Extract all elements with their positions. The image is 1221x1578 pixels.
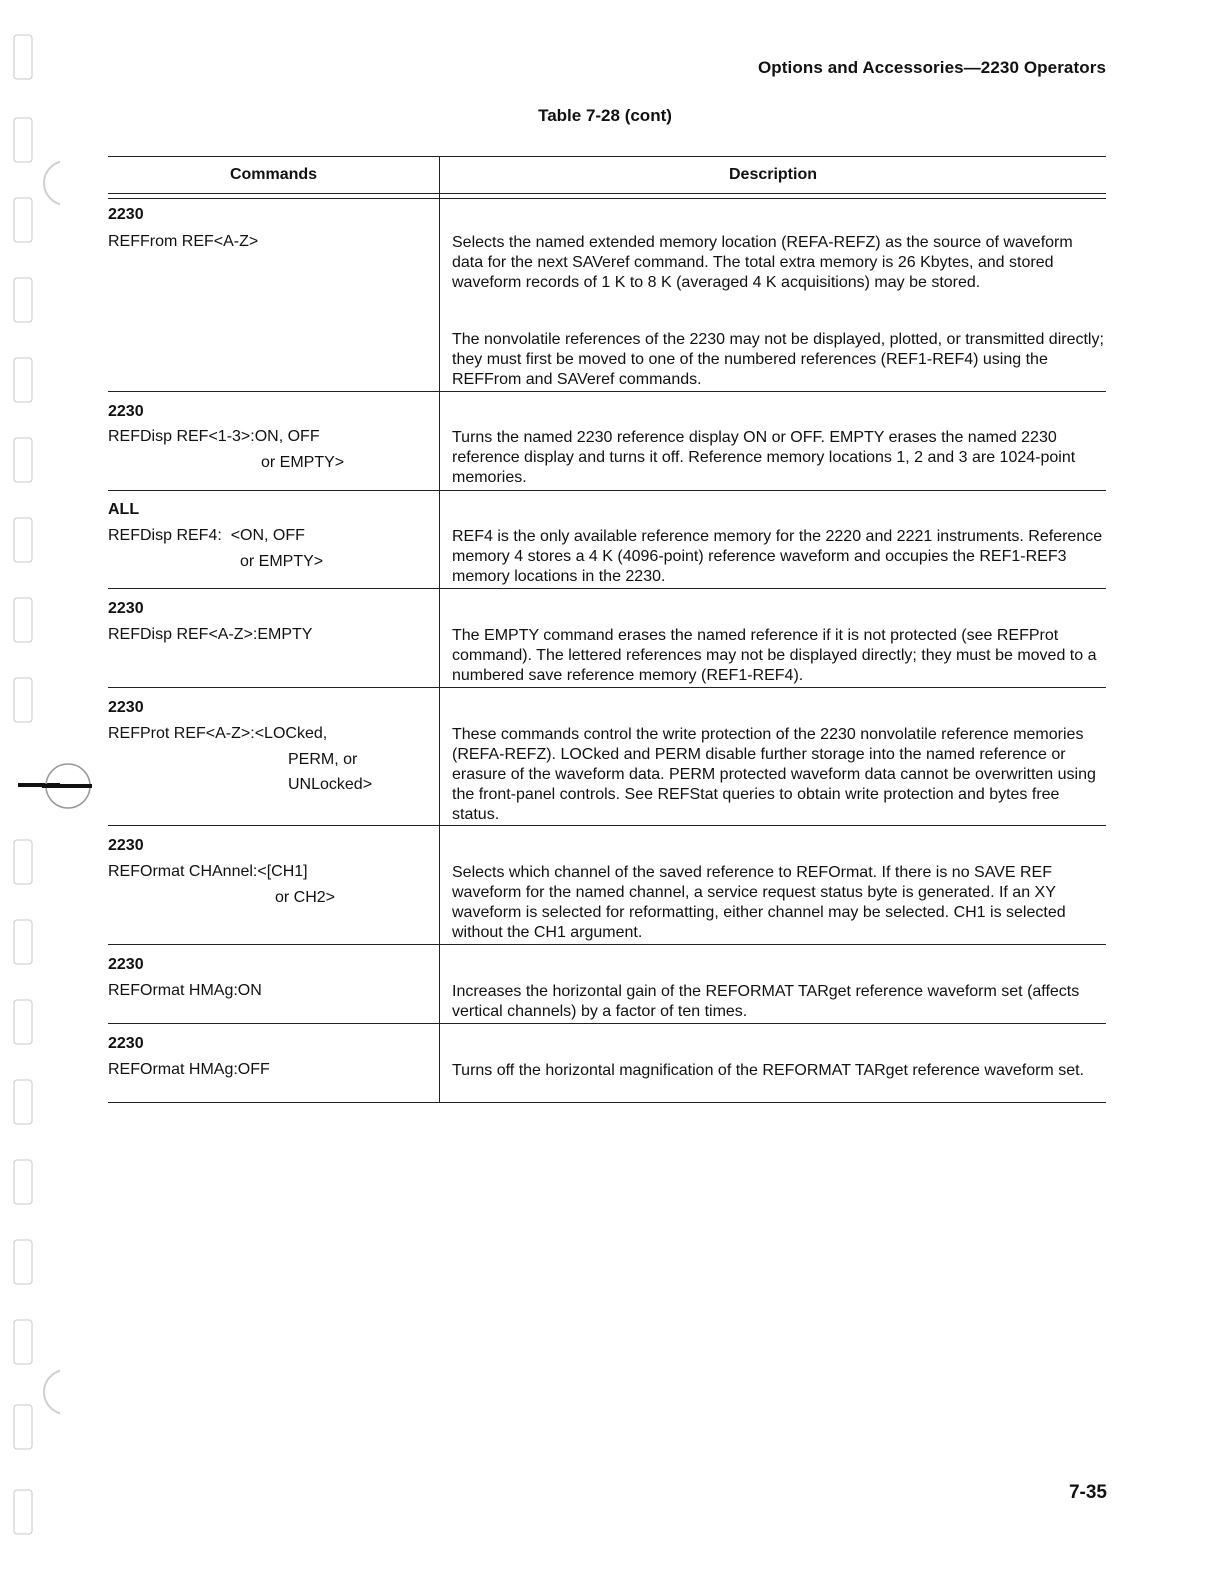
command-text: REFDisp REF<A-Z>:EMPTY xyxy=(108,626,313,643)
column-divider xyxy=(439,156,440,1103)
row-rule xyxy=(108,490,1106,491)
row-instrument-label: 2230 xyxy=(108,699,144,716)
running-header: Options and Accessories—2230 Operators xyxy=(757,58,1106,77)
command-text: REFDisp REF<1-3>:ON, OFF xyxy=(108,428,320,445)
table-caption: Table 7-28 (cont) xyxy=(538,106,672,125)
row-description: REF4 is the only available reference memory for the 2220 and 2221 instruments. Reference memory 4 stores a 4 K (4096-point) reference waveform and occupies the REF1-REF3 memory locations in the 2230. xyxy=(452,528,1103,585)
row-rule xyxy=(108,1023,1106,1024)
row-description: Turns the named 2230 reference display ON or OFF. EMPTY erases the named 2230 reference display and turns it off. Reference memory locations 1, 2 and 3 are 1024-point memories. xyxy=(452,429,1076,486)
command-text: REFProt REF<A-Z>:<LOCked, xyxy=(108,725,328,742)
command-text: or CH2> xyxy=(275,889,336,906)
command-text: UNLocked> xyxy=(288,776,373,793)
command-text: REFOrmat HMAg:ON xyxy=(108,982,262,999)
header-rule-2 xyxy=(108,198,1106,199)
row-description: These commands control the write protection of the 2230 nonvolatile reference memories (REFA-REFZ). LOCked and PERM disable further storage into the named reference or erasure of the waveform data. PERM protected waveform data cannot be overwritten using the front-panel controls. See REFStat queries to obtain write protection and bytes free status. xyxy=(452,726,1096,823)
command-text: or EMPTY> xyxy=(240,553,324,570)
table-top-rule xyxy=(108,156,1106,157)
row-instrument-label: 2230 xyxy=(108,206,144,223)
row-description: Increases the horizontal gain of the REFORMAT TARget reference waveform set (affects vertical channels) by a factor of ten times. xyxy=(452,983,1080,1020)
row-description: The nonvolatile references of the 2230 may not be displayed, plotted, or transmitted directly; they must first be moved to one of the numbered references (REF1-REF4) using the REFFrom and SAVeref commands. xyxy=(452,331,1104,388)
row-instrument-label: 2230 xyxy=(108,1035,144,1052)
column-header-commands: Commands xyxy=(229,166,318,183)
row-rule xyxy=(108,825,1106,826)
command-text: REFDisp REF4: <ON, OFF xyxy=(108,527,305,544)
row-instrument-label: 2230 xyxy=(108,956,144,973)
row-rule xyxy=(108,944,1106,945)
punch-hole-ring xyxy=(42,758,94,814)
row-description: Selects which channel of the saved reference to REFOrmat. If there is no SAVE REF waveform for the named channel, a service request status byte is generated. If an XY waveform is selected for reformatting, either channel may be selected. CH1 is selected without the CH1 argument. xyxy=(452,864,1066,941)
row-instrument-label: ALL xyxy=(108,501,140,518)
table-bottom-rule xyxy=(108,1102,1106,1103)
row-instrument-label: 2230 xyxy=(108,403,144,420)
command-text: REFOrmat CHAnnel:<[CH1] xyxy=(108,863,308,880)
page-number: 7-35 xyxy=(1068,1482,1107,1503)
commands-table xyxy=(108,156,1106,1103)
row-instrument-label: 2230 xyxy=(108,600,144,617)
column-header-description: Description xyxy=(728,166,817,183)
row-rule xyxy=(108,588,1106,589)
header-rule-1 xyxy=(108,193,1106,194)
row-rule xyxy=(108,687,1106,688)
command-text: or EMPTY> xyxy=(261,454,345,471)
row-description: Selects the named extended memory location (REFA-REFZ) as the source of waveform data for the next SAVeref command. The total extra memory is 26 Kbytes, and stored waveform records of 1 K to 8 K (averaged 4 K acquisitions) may be stored. xyxy=(452,234,1073,291)
row-description: The EMPTY command erases the named reference if it is not protected (see REFProt command). The lettered references may not be displayed directly; they must be moved to a numbered save reference memory (REF1-REF4). xyxy=(452,627,1097,684)
command-text: REFFrom REF<A-Z> xyxy=(108,233,259,250)
command-text: REFOrmat HMAg:OFF xyxy=(108,1061,270,1078)
row-instrument-label: 2230 xyxy=(108,837,144,854)
command-text: PERM, or xyxy=(288,751,358,768)
row-description: Turns off the horizontal magnification of the REFORMAT TARget reference waveform set. xyxy=(452,1062,1084,1079)
row-rule xyxy=(108,391,1106,392)
